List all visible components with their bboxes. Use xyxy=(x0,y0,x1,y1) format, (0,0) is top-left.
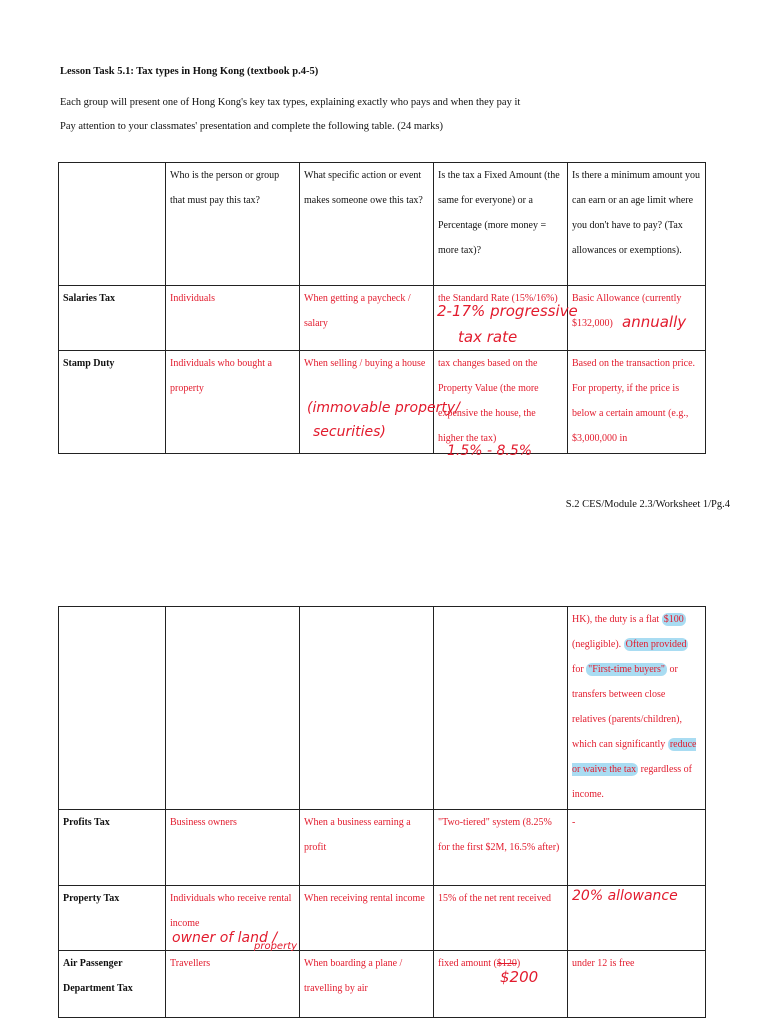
lesson-title: Lesson Task 5.1: Tax types in Hong Kong (textbook p.4-5) xyxy=(60,66,319,77)
stamp-rate: tax changes based on the Property Value (the more expensive the house, the higher the tax) xyxy=(434,351,568,454)
header-event: What specific action or event makes someone owe this tax? xyxy=(300,163,434,286)
stamp-event: When selling / buying a house xyxy=(300,351,434,454)
salaries-allowance: Basic Allowance (currently $132,000) xyxy=(568,286,706,351)
handwritten-salaries-allowance: annually xyxy=(622,313,687,331)
highlight-first-time-buyers: "First-time buyers" xyxy=(588,664,665,675)
salaries-who: Individuals xyxy=(166,286,300,351)
instruction-line-1: Each group will present one of Hong Kong's key tax types, explaining exactly who pays and when they pay it xyxy=(60,97,521,108)
apd-rate: fixed amount ($120) xyxy=(434,951,568,1018)
salaries-rate: the Standard Rate (15%/16%) xyxy=(434,286,568,351)
cont-cell-3 xyxy=(300,607,434,810)
table-row-apd xyxy=(59,951,706,1018)
apd-event: When boarding a plane / travelling by air xyxy=(300,951,434,1018)
cont-cell-1 xyxy=(59,607,166,810)
handwritten-apd-rate: $200 xyxy=(500,968,539,986)
row-label-stamp: Stamp Duty xyxy=(59,351,166,454)
table-row-profits xyxy=(59,810,706,886)
header-who: Who is the person or group that must pay this tax? xyxy=(166,163,300,286)
table-row-stamp-continued xyxy=(59,607,706,810)
handwritten-property-allowance: 20% allowance xyxy=(572,888,678,904)
handwritten-stamp-event-1: (immovable property/ xyxy=(307,400,460,416)
highlight-100: $100 xyxy=(663,614,684,625)
handwritten-stamp-event-2: securities) xyxy=(313,424,386,440)
property-event: When receiving rental income xyxy=(300,886,434,951)
table-row-salaries xyxy=(59,286,706,351)
handwritten-stamp-rate: 1.5% - 8.5% xyxy=(447,443,533,459)
row-label-property: Property Tax xyxy=(59,886,166,951)
table-header-row xyxy=(59,163,706,286)
header-allowance: Is there a minimum amount you can earn or an age limit where you don't have to pay? (Tax allowances or exemptions). xyxy=(568,163,706,286)
stamp-allowance: Based on the transaction price. For property, if the price is below a certain amount (e.g., $3,000,000 in xyxy=(568,351,706,454)
apd-who: Travellers xyxy=(166,951,300,1018)
highlight-often-provided: Often provided xyxy=(625,639,687,650)
row-label-salaries: Salaries Tax xyxy=(59,286,166,351)
handwritten-salaries-rate-1: 2-17% progressive xyxy=(437,302,578,320)
row-label-apd: Air Passenger Department Tax xyxy=(59,951,166,1018)
header-rate-type: Is the tax a Fixed Amount (the same for everyone) or a Percentage (more money = more tax)? xyxy=(434,163,568,286)
apd-allowance: under 12 is free xyxy=(568,951,706,1018)
struck-out-amount: $120 xyxy=(496,958,517,969)
cont-cell-4 xyxy=(434,607,568,810)
page-footer: S.2 CES/Module 2.3/Worksheet 1/Pg.4 xyxy=(565,499,730,510)
stamp-who: Individuals who bought a property xyxy=(166,351,300,454)
profits-rate: "Two-tiered" system (8.25% for the first $2M, 16.5% after) xyxy=(434,810,568,886)
highlight-reduce-waive: reduce or waive the tax xyxy=(572,739,697,775)
property-who: Individuals who receive rental income xyxy=(166,886,300,951)
stamp-allowance-continued: HK), the duty is a flat $100 (negligible). Often provided for "First-time buyers" or transfers between close relatives (parents/children), which can significantly reduce or waive the tax regardless of income. xyxy=(568,607,706,810)
row-label-profits: Profits Tax xyxy=(59,810,166,886)
profits-allowance: - xyxy=(568,810,706,886)
handwritten-property-who-1: owner of land / xyxy=(172,930,278,946)
property-rate: 15% of the net rent received xyxy=(434,886,568,951)
cont-cell-2 xyxy=(166,607,300,810)
handwritten-property-who-2: property xyxy=(254,941,298,952)
salaries-event: When getting a paycheck / salary xyxy=(300,286,434,351)
profits-event: When a business earning a profit xyxy=(300,810,434,886)
profits-who: Business owners xyxy=(166,810,300,886)
handwritten-salaries-rate-2: tax rate xyxy=(458,328,518,346)
tax-table-part2 xyxy=(58,606,706,1018)
header-blank-cell xyxy=(59,163,166,286)
instruction-line-2: Pay attention to your classmates' presentation and complete the following table. (24 marks) xyxy=(60,121,443,132)
